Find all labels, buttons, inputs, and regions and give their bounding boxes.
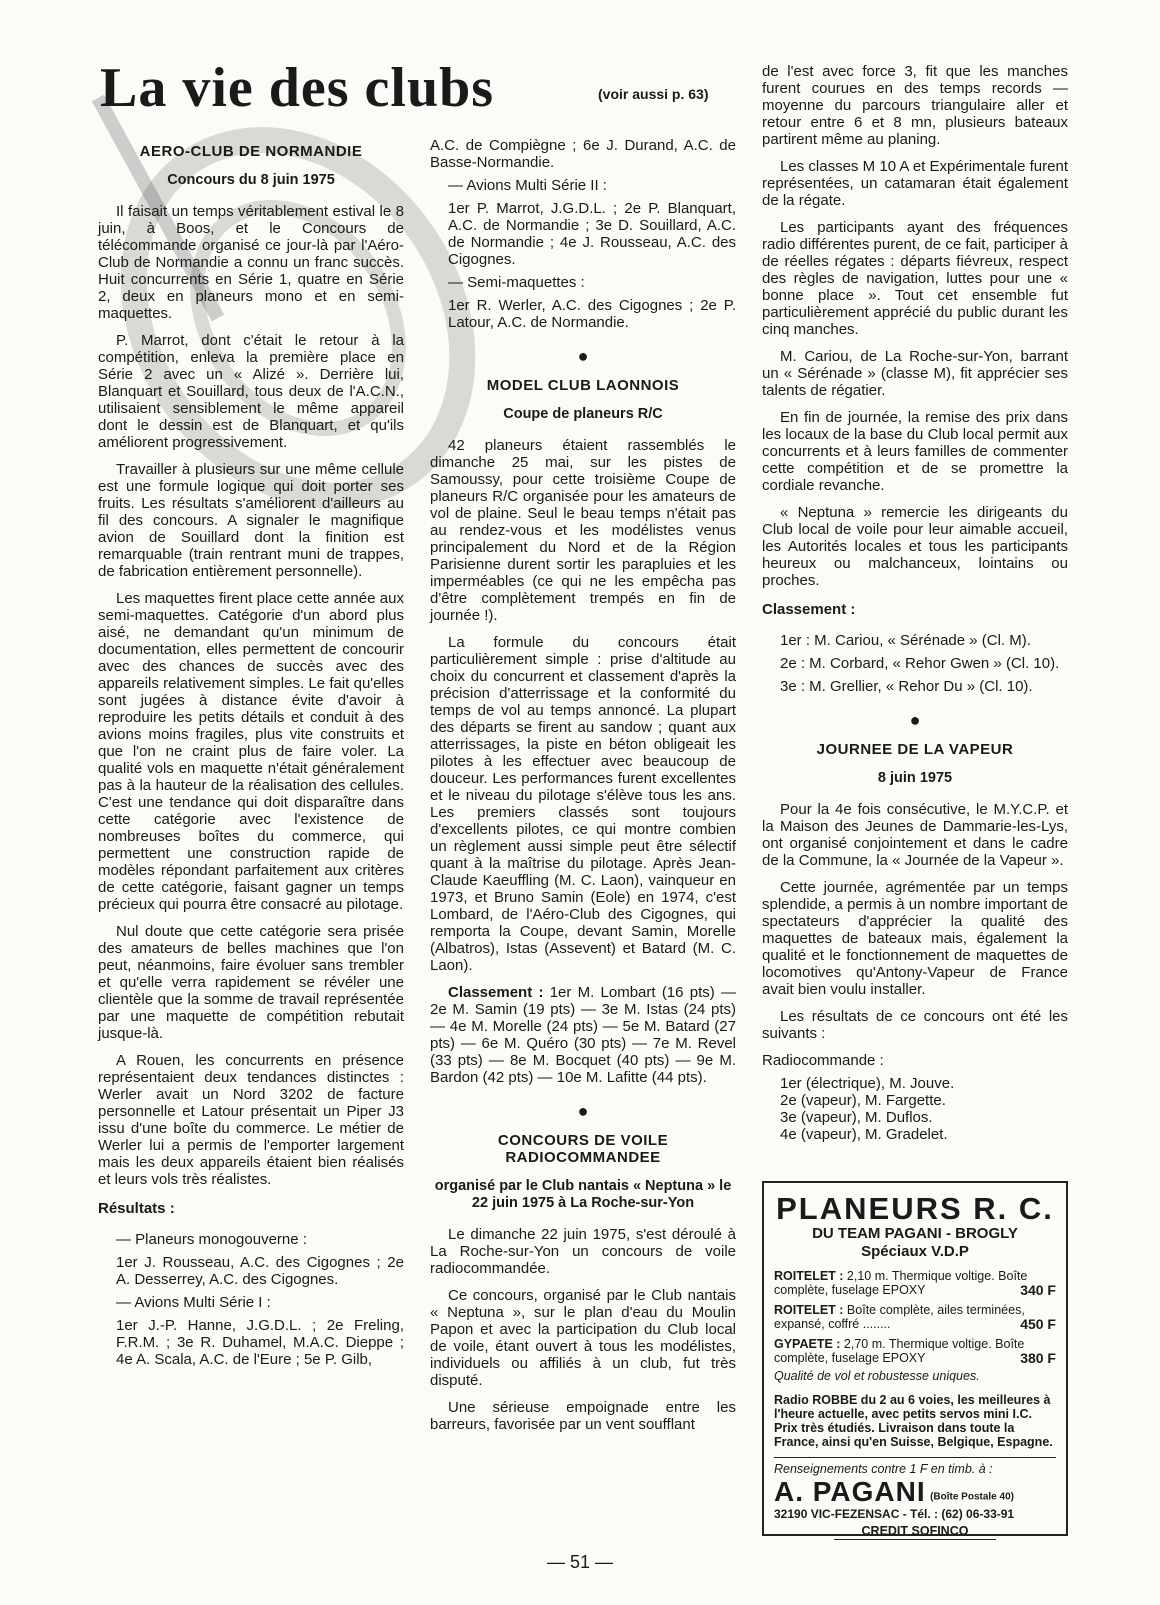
ad-divider xyxy=(774,1457,1056,1458)
classement-text: 1er M. Lombart (16 pts) — 2e M. Samin (19 pts) — 3e M. Istas (24 pts) — 4e M. Morelle (24 pts) — 5e M. Batard (27 pts) — 6e M. Quéro (30 pts) — 7e M. Revel (33 pts) — 8e M. Bocquet (40 pts) — 9e M. Bardon (42 pts) — 10e M. Lafitte (44 pts). xyxy=(430,984,736,1086)
title-cross-reference: (voir aussi p. 63) xyxy=(598,86,709,102)
results-item: — Planeurs monogouverne : xyxy=(116,1231,307,1248)
section-bullet: ● xyxy=(909,710,921,730)
column-2 xyxy=(430,137,736,1443)
paragraph: Les participants ayant des fréquences radio différentes purent, de ce fait, participer à de réelles régates : départs fiévreux, respect des règles de navigation, luttes pour une « bonne place ». Tout cet ensemble fut particulièrement apprécié du public durant les cinq manches. xyxy=(762,219,1068,338)
product-price: 380 F xyxy=(1020,1350,1056,1366)
event-subheading: Concours du 8 juin 1975 xyxy=(167,172,335,188)
results-item: 1er J. Rousseau, A.C. des Cigognes ; 2e A. Desserrey, A.C. des Cigognes. xyxy=(116,1254,404,1288)
product-name: ROITELET : xyxy=(774,1269,844,1283)
ad-headline: PLANEURS R. C. xyxy=(776,1191,1054,1226)
ad-address: 32190 VIC-FEZENSAC - Tél. : (62) 06-33-91 xyxy=(774,1507,1015,1521)
classement-item: 2e : M. Corbard, « Rehor Gwen » (Cl. 10). xyxy=(780,655,1060,672)
paragraph: Pour la 4e fois consécutive, le M.Y.C.P. et la Maison des Jeunes de Dammarie-les-Lys, ont organisé conjointement et dans le cadre de la Commune, la « Journée de la Vapeur ». xyxy=(762,801,1068,869)
ad-quality-line: Qualité de vol et robustesse uniques. xyxy=(774,1369,980,1383)
paragraph: M. Cariou, de La Roche-sur-Yon, barrant un « Sérénade » (classe M), fit apprécier ses talents de régatier. xyxy=(762,348,1068,399)
paragraph: Les classes M 10 A et Expérimentale furent représentées, un catamaran était également de la régate. xyxy=(762,158,1068,209)
radio-result: 4e (vapeur), M. Gradelet. xyxy=(780,1126,948,1143)
radio-label: Radiocommande : xyxy=(762,1052,884,1069)
product-desc: 2,70 m. Thermique voltige. Boîte complète, fuselage EPOXY xyxy=(774,1337,1025,1365)
ad-product xyxy=(774,1303,1056,1331)
product-name: ROITELET : xyxy=(774,1303,844,1317)
paragraph: Le dimanche 22 juin 1975, s'est déroulé à La Roche-sur-Yon un concours de voile radiocommandée. xyxy=(430,1226,736,1277)
classement-label: Classement : xyxy=(762,601,856,618)
paragraph: Cette journée, agrémentée par un temps splendide, a permis à un nombre important de spectateurs d'apprécier la qualité des maquettes de bateaux mais, également la qualité et le fonctionnement de maquettes de locomotives qu'Antony-Vapeur de France avait bien voulu installer. xyxy=(762,879,1069,998)
section-bullet: ● xyxy=(577,1101,589,1121)
club-heading: AERO-CLUB DE NORMANDIE xyxy=(139,143,363,160)
product-price: 340 F xyxy=(1020,1282,1056,1298)
paragraph: de l'est avec force 3, fit que les manches furent courues en des temps records — moyenne du parcours triangulaire aller et retour entre 6 et 8 mn, plusieurs bateaux partirent même au planing. xyxy=(762,63,1068,148)
radio-result: 3e (vapeur), M. Duflos. xyxy=(780,1109,933,1126)
results-item: 1er J.-P. Hanne, J.G.D.L. ; 2e Freling, F.R.M. ; 3e R. Duhamel, M.A.C. Dieppe ; 4e A. Scala, A.C. de l'Eure ; 5e P. Gilb, xyxy=(116,1317,404,1368)
club-heading: CONCOURS DE VOILE RADIOCOMMANDEE xyxy=(497,1132,669,1166)
results-item: — Avions Multi Série II : xyxy=(448,177,607,194)
paragraph: Nul doute que cette catégorie sera prisée des amateurs de belles machines que l'on peut, néanmoins, faire évoluer sans trembler et qu'elle verra rapidement se révéler une clientèle que la somme de travail représentée par une maquette de compétition rebutait jusque-là. xyxy=(98,923,404,1042)
ad-radio-text: Radio ROBBE du 2 au 6 voies, les meilleures à l'heure actuelle, avec petits servos mini I.C. Prix très étudiés. Livraison dans toute la France, ainsi qu'en Suisse, Belgique, Espagne. xyxy=(774,1393,1053,1449)
results-item: A.C. de Compiègne ; 6e J. Durand, A.C. de Basse-Normandie. xyxy=(430,137,736,171)
column-1 xyxy=(98,137,404,1374)
paragraph: « Neptuna » remercie les dirigeants du Club local de voile pour leur aimable accueil, les Autorités locales et tous les participants heureux ou malchanceux, lointains ou proches. xyxy=(762,504,1068,589)
paragraph: A Rouen, les concurrents en présence représentaient deux tendances distinctes : Werler avait un Nord 3202 de facture personnelle et Latour présentait un Piper J3 issu d'une boîte du commerce. Le métier de Werler lui a permis de l'emporter largement mais les deux appareils étaient bien réalisés et leurs vols très réalistes. xyxy=(98,1052,404,1188)
ad-product xyxy=(774,1337,1056,1365)
classement-item: 3e : M. Grellier, « Rehor Du » (Cl. 10). xyxy=(780,678,1033,695)
radio-result: 2e (vapeur), M. Fargette. xyxy=(780,1092,946,1109)
results-item: 1er P. Marrot, J.G.D.L. ; 2e P. Blanquart, A.C. de Normandie ; 3e D. Souillard, A.C. de Normandie ; 4e J. Rousseau, A.C. des Cigognes. xyxy=(448,200,736,268)
classement-paragraph xyxy=(430,984,736,1086)
paragraph: Une sérieuse empoignade entre les barreurs, favorisée par un vent soufflant xyxy=(430,1399,736,1433)
classement-label: Classement : xyxy=(448,984,544,1001)
radio-result: 1er (électrique), M. Jouve. xyxy=(780,1075,955,1092)
ad-subheadline: DU TEAM PAGANI - BROGLY xyxy=(812,1225,1018,1242)
paragraph: Il faisait un temps véritablement estival le 8 juin, à Boos, et le Concours de télécommande organisé ce jour-là par l'Aéro-Club de Normandie a connu un franc succès. Huit concurrents en Série 1, quatre en Série 2, deux en planeurs mono et en semi-maquettes. xyxy=(98,203,404,322)
ad-postal-box: (Boîte Postale 40) xyxy=(930,1491,1014,1503)
ad-credit: CREDIT SOFINCO xyxy=(834,1523,996,1540)
ad-company-name: A. PAGANI xyxy=(774,1476,926,1507)
paragraph: Travailler à plusieurs sur une même cellule est une formule logique qui doit porter ses fruits. Les résultats s'améliorent d'ailleurs au fil des concours. A signaler le magnifique avion de Souillard dont la finition est remarquable (train rentrant muni de trappes, de fabrication entièrement personnelle). xyxy=(98,461,404,580)
results-item: — Semi-maquettes : xyxy=(448,274,585,291)
paragraph: Les maquettes firent place cette année aux semi-maquettes. Catégorie d'un abord plus aisé, ne demandant qu'un minimum de documentation, elles permettent de concourir avec des chances de succès avec des appareils relativement simples. Le fait qu'elles sont jugées à distance évite d'avoir à reproduire les petits détails et conduit à des avions moins fragiles, plus vite construits et que l'on ne craint plus de faire voler. La qualité vols en maquette n'était généralement pas à la hauteur de la réalisation des cellules. C'est une tendance qui doit disparaître dans cette catégorie avec l'existence de nombreuses boîtes du commerce, qui permettent une construction rapide de modèles répondant parfaitement aux critères de cette catégorie, faisant gagner un temps précieux qui pourra être consacré au pilotage. xyxy=(98,590,404,913)
event-subheading: Coupe de planeurs R/C xyxy=(503,406,663,422)
club-heading: MODEL CLUB LAONNOIS xyxy=(486,377,680,394)
section-bullet: ● xyxy=(577,346,589,366)
product-desc: Boîte complète, ailes terminées, expansé, coffré ........ xyxy=(774,1303,1025,1331)
event-subheading: organisé par le Club nantais « Neptuna » le 22 juin 1975 à La Roche-sur-Yon xyxy=(434,1178,732,1211)
paragraph: Les résultats de ce concours ont été les suivants : xyxy=(762,1008,1068,1042)
page-number: — 51 — xyxy=(546,1552,614,1572)
paragraph: 42 planeurs étaient rassemblés le dimanche 25 mai, sur les pistes de Samoussy, pour cette troisième Coupe de planeurs R/C organisée pour les amateurs de vol de plaine. Seul le beau temps n'était pas au rendez-vous et les modélistes venus principalement du Nord et de la Région Parisienne durent sortir les parapluies et les imperméables (ce qui ne les empêcha pas d'être complètement trempés en fin de journée !). xyxy=(430,437,736,624)
ad-subheadline-2: Spéciaux V.D.P xyxy=(861,1243,969,1260)
column-3 xyxy=(762,63,1068,1143)
paragraph: La formule du concours était particulièrement simple : prise d'altitude au choix du concurrent et classement d'après la précision d'atterrissage et la conformité du temps de vol au temps annoncé. La plupart des départs se firent au sandow ; quant aux atterrissages, la piste en béton obligeait les pilotes à les effectuer avec beaucoup de douceur. Les performances furent excellentes et le niveau du pilotage s'élève tous les ans. Les premiers classés sont toujours d'excellents pilotes, ce qui montre combien un règlement aussi simple peut être sélectif quant à la maîtrise du pilotage. Après Jean-Claude Kaeuffling (M. C. Laon), vainqueur en 1973, et Bruno Samin (Eole) en 1974, c'est Lombard, de l'Aéro-Club des Cigognes, qui remporta la Coupe, devant Samin, Morelle (Albatros), Istas (Assevent) et Batard (M. C. Laon). xyxy=(430,634,736,974)
paragraph: Ce concours, organisé par le Club nantais « Neptuna », sur le plan d'eau du Moulin Papon et avec la participation du Club local de voile, étant ouvert à tous les modélistes, individuels ou affiliés à un club, fut très disputé. xyxy=(430,1287,736,1389)
page-header xyxy=(100,58,740,118)
event-subheading: 8 juin 1975 xyxy=(877,770,953,786)
product-desc: 2,10 m. Thermique voltige. Boîte complète, fuselage EPOXY xyxy=(774,1269,1028,1297)
results-item: 1er R. Werler, A.C. des Cigognes ; 2e P. Latour, A.C. de Normandie. xyxy=(448,297,736,331)
advertisement-box xyxy=(762,1181,1068,1536)
ad-product xyxy=(774,1269,1056,1297)
product-name: GYPAETE : xyxy=(774,1337,841,1351)
results-label: Résultats : xyxy=(98,1200,175,1217)
page-title: La vie des clubs xyxy=(100,57,495,119)
paragraph: En fin de journée, la remise des prix dans les locaux de la base du Club local permit aux concurrents et à leurs familles de commenter cette compétition et de se promettre la cordiale revanche. xyxy=(762,409,1068,494)
classement-item: 1er : M. Cariou, « Sérénade » (Cl. M). xyxy=(780,632,1031,649)
paragraph: P. Marrot, dont c'était le retour à la compétition, enleva la première place en Série 2 avec un « Alizé ». Derrière lui, Blanquart et Souillard, tous deux de l'A.C.N., utilisaient sensiblement le même appareil dont le dessin est de Blanquart, et qu'ils améliorent progressivement. xyxy=(98,332,404,451)
club-heading: JOURNEE DE LA VAPEUR xyxy=(816,741,1014,758)
ad-info-line: Renseignements contre 1 F en timb. à : xyxy=(774,1462,993,1476)
product-price: 450 F xyxy=(1020,1316,1056,1332)
results-item: — Avions Multi Série I : xyxy=(116,1294,271,1311)
ad-company-row xyxy=(774,1477,1056,1507)
